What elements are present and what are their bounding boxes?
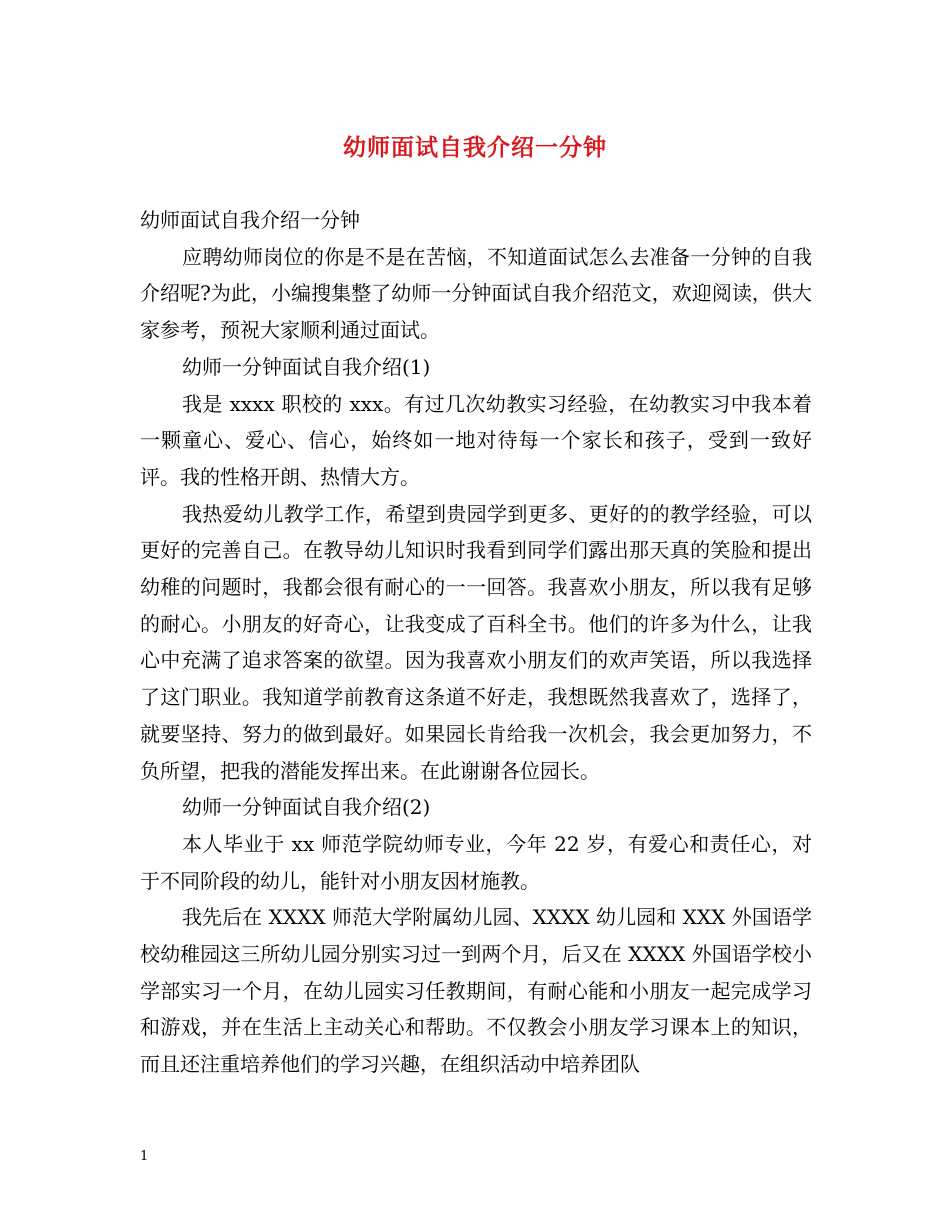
document-title: 幼师面试自我介绍一分钟	[343, 134, 607, 161]
paragraph: 本人毕业于 xx 师范学院幼师专业，今年 22 岁，有爱心和责任心，对于不同阶段的幼儿，能针对小朋友因材施教。	[140, 831, 812, 893]
paragraph: 我是 xxxx 职校的 xxx。有过几次幼教实习经验，在幼教实习中我本着一颗童心、爱心、信心，始终如一地对待每一个家长和孩子，受到一致好评。我的性格开朗、热情大方。	[140, 391, 812, 489]
paragraph: 我热爱幼儿教学工作，希望到贵园学到更多、更好的的教学经验，可以更好的完善自己。在教导幼儿知识时我看到同学们露出那天真的笑脸和提出幼稚的问题时，我都会很有耐心的一一回答。我喜欢小朋友，所以我有足够的耐心。小朋友的好奇心，让我变成了百科全书。他们的许多为什么，让我心中充满了追求答案的欲望。因为我喜欢小朋友们的欢声笑语，所以我选择了这门职业。我知道学前教育这条道不好走，我想既然我喜欢了，选择了，就要坚持、努力的做到最好。如果园长肯给我一次机会，我会更加努力，不负所望，把我的潜能发挥出来。在此谢谢各位园长。	[140, 501, 812, 783]
paragraph: 我先后在 XXXX 师范大学附属幼儿园、XXXX 幼儿园和 XXX 外国语学校幼稚园这三所幼儿园分别实习过一到两个月，后又在 XXXX 外国语学校小学部实习一个月，在幼儿园实习任教期间，有耐心能和小朋友一起完成学习和游戏，并在生活上主动关心和帮助。不仅教会小朋友学习课本上的知识，而且还注重培养他们的学习兴趣，在组织活动中培养团队	[140, 905, 812, 1077]
section-heading: 幼师一分钟面试自我介绍(2)	[182, 795, 431, 820]
paragraph: 幼师面试自我介绍一分钟	[140, 208, 360, 232]
document-body	[140, 202, 812, 1083]
section-heading: 幼师一分钟面试自我介绍(1)	[182, 354, 431, 379]
paragraph: 应聘幼师岗位的你是不是在苦恼，不知道面试怎么去准备一分钟的自我介绍呢?为此，小编搜集整了幼师一分钟面试自我介绍范文，欢迎阅读，供大家参考，预祝大家顺利通过面试。	[140, 244, 812, 343]
page-number: 1	[140, 1149, 149, 1164]
